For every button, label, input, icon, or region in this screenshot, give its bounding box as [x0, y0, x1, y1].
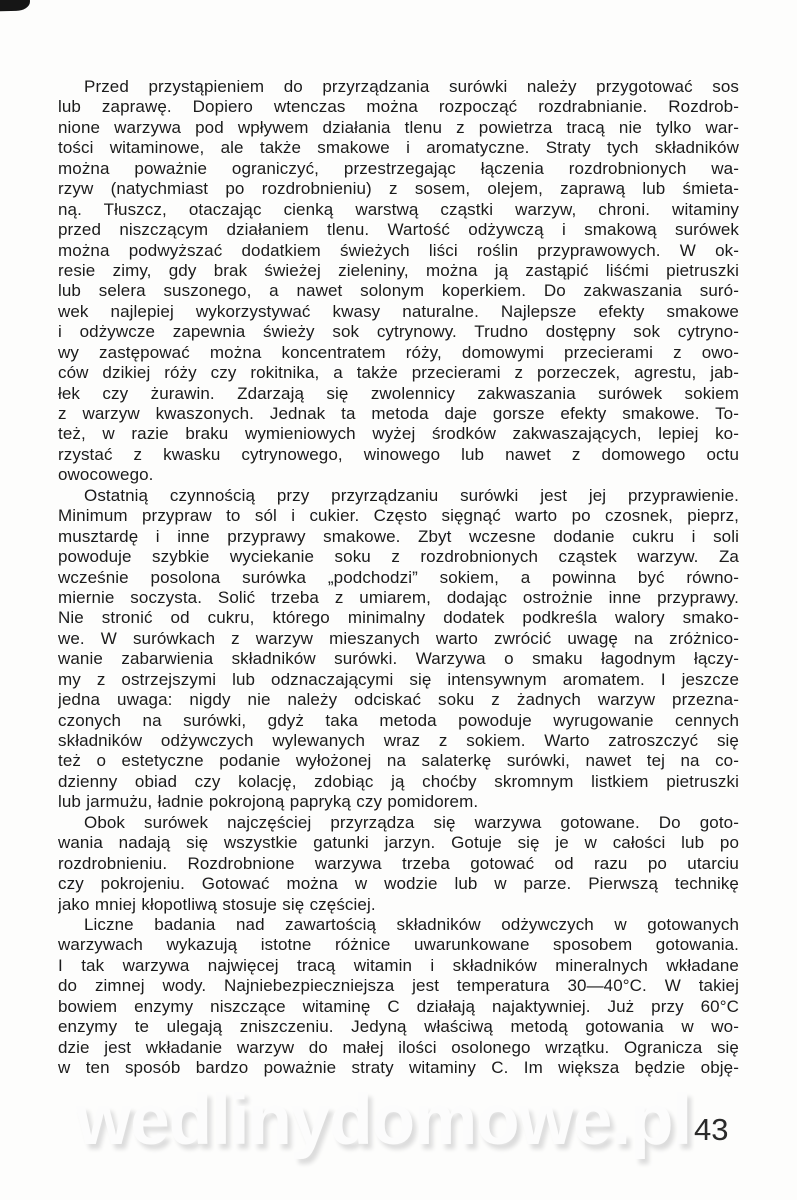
text-line: Nie stronić od cukru, którego minimalny dodatek podkreśla walory smako-: [58, 608, 739, 628]
text-line: łek czy żurawin. Zdarzają się zwolennicy zakwaszania surówek sokiem: [58, 383, 739, 403]
text-line: rzystać z kwasku cytrynowego, winowego lub nawet z domowego octu: [58, 444, 739, 464]
text-line: wania nadają się wszystkie gatunki jarzyn. Gotuje się je w całości lub po: [58, 833, 739, 853]
text-line: rozdrobnieniu. Rozdrobnione warzywa trzeba gotować od razu po utarciu: [58, 853, 739, 873]
text-line: wcześnie posolona surówka „podchodzi” sokiem, a powinna być równo-: [58, 567, 739, 587]
text-line: przed niszczącym działaniem tlenu. Wartość odżywczą i smakową surówek: [58, 220, 739, 240]
text-line: i odżywcze zapewnia świeży sok cytrynowy. Trudno dostępny sok cytryno-: [58, 322, 739, 342]
text-line: resie zimy, gdy brak świeżej zieleniny, można ją zastąpić liśćmi pietruszki: [58, 260, 739, 280]
text-line: lub selera suszonego, a nawet solonym koperkiem. Do zakwaszania suró-: [58, 281, 739, 301]
paragraph: [58, 915, 739, 1079]
text-line: można podwyższać dodatkiem świeżych liści roślin przyprawowych. W ok-: [58, 240, 739, 260]
text-line: do zimnej wody. Najniebezpieczniejsza jest temperatura 30—40°C. W takiej: [58, 976, 739, 996]
text-line: miernie soczysta. Solić trzeba z umiarem, dodając ostrożnie inne przyprawy.: [58, 587, 739, 607]
text-line: wek najlepiej wykorzystywać kwasy naturalne. Najlepsze efekty smakowe: [58, 301, 739, 321]
text-line: jedna uwaga: nigdy nie należy odciskać soku z żadnych warzyw przezna-: [58, 690, 739, 710]
text-line: we. W surówkach z warzyw mieszanych warto zwrócić uwagę na zróżnico-: [58, 628, 739, 648]
text-line: dzienny obiad czy kolację, zdobiąc ją choćby skromnym listkiem pietruszki: [58, 771, 739, 791]
text-line: też, w razie braku wymieniowych wyżej środków zakwaszających, lepiej ko-: [58, 424, 739, 444]
paragraph: [58, 486, 739, 813]
text-line: czy pokrojeniu. Gotować można w wodzie lub w parze. Pierwszą technikę: [58, 874, 739, 894]
text-line: wy zastępować można koncentratem róży, domowymi przecierami z owo-: [58, 342, 739, 362]
text-line: warzywach wykazują istotne różnice uwarunkowane sposobem gotowania.: [58, 935, 739, 955]
text-line: Przed przystąpieniem do przyrządzania surówki należy przygotować sos: [84, 77, 739, 96]
text-line: ną. Tłuszcz, otaczając cienką warstwą cząstki warzyw, chroni. witaminy: [58, 199, 739, 219]
text-line: enzymy te ulegają zniszczeniu. Jedyną właściwą metodą gotowania w wo-: [58, 1017, 739, 1037]
text-line: ców dzikiej róży czy rokitnika, a także przecierami z porzeczek, agrestu, jab-: [58, 363, 739, 383]
text-line: można poważnie ograniczyć, przestrzegając łączenia rozdrobnionych wa-: [58, 158, 739, 178]
page-number: 43: [694, 1112, 729, 1147]
text-line: bowiem enzymy niszczące witaminę C działają najaktywniej. Już przy 60°C: [58, 996, 739, 1016]
text-line: z warzyw kwaszonych. Jednak ta metoda daje gorsze efekty smakowe. To-: [58, 404, 739, 423]
paragraph: [58, 77, 739, 486]
text-line: składników odżywczych wylewanych wraz z sokiem. Warto zatroszczyć się: [58, 731, 739, 750]
text-line: owocowego.: [58, 465, 154, 485]
text-line: nione warzywa pod wpływem działania tlenu z powietrza tracą nie tylko war-: [58, 117, 739, 137]
text-line: lub jarmużu, ładnie pokrojoną papryką czy pomidorem.: [58, 792, 479, 812]
paragraph: [58, 813, 739, 915]
text-line: rzyw (natychmiast po rozdrobnieniu) z sosem, olejem, zaprawą lub śmieta-: [58, 179, 739, 199]
text-line: lub zaprawę. Dopiero wtenczas można rozpocząć rozdrabnianie. Rozdrob-: [58, 97, 739, 117]
body-text: [58, 77, 739, 1078]
text-line: I tak warzywa najwięcej tracą witamin i składników mineralnych wkładane: [58, 955, 739, 975]
text-line: Minimum przypraw to sól i cukier. Często sięgnąć warto po czosnek, pieprz,: [58, 506, 739, 526]
text-line: Liczne badania nad zawartością składników odżywczych w gotowanych: [84, 914, 739, 934]
text-line: dzie jest wkładanie warzyw do małej ilości osolonego wrzątku. Ogranicza się: [58, 1037, 739, 1057]
watermark: wedlinydomowe.pl: [76, 1081, 692, 1160]
text-line: Ostatnią czynnością przy przyrządzaniu surówki jest jej przyprawienie.: [84, 485, 739, 505]
text-line: powoduje szybkie wyciekanie soku z rozdrobnionych cząstek warzyw. Za: [58, 547, 739, 567]
text-line: jako mniej kłopotliwą stosuje się częściej.: [58, 894, 376, 914]
text-line: czonych na surówki, gdyż taka metoda powoduje wyrugowanie cennych: [58, 710, 739, 730]
text-line: Obok surówek najczęściej przyrządza się warzywa gotowane. Do goto-: [84, 812, 739, 832]
text-line: wanie zabarwienia składników surówki. Warzywa o smaku łagodnym łączy-: [58, 649, 739, 669]
scan-artifact-corner: [0, 0, 30, 11]
text-line: my z ostrzejszymi lub odznaczającymi się intensywnym aromatem. I jeszcze: [58, 669, 739, 689]
text-line: tości witaminowe, ale także smakowe i aromatyczne. Straty tych składników: [58, 138, 739, 158]
text-line: w ten sposób bardzo poważnie straty witaminy C. Im większa będzie obję-: [58, 1058, 739, 1077]
text-line: też o estetyczne podanie wyłożonej na salaterkę surówki, nawet tej na co-: [58, 751, 739, 771]
text-line: musztardę i inne przyprawy smakowe. Zbyt wczesne dodanie cukru i soli: [58, 526, 739, 546]
